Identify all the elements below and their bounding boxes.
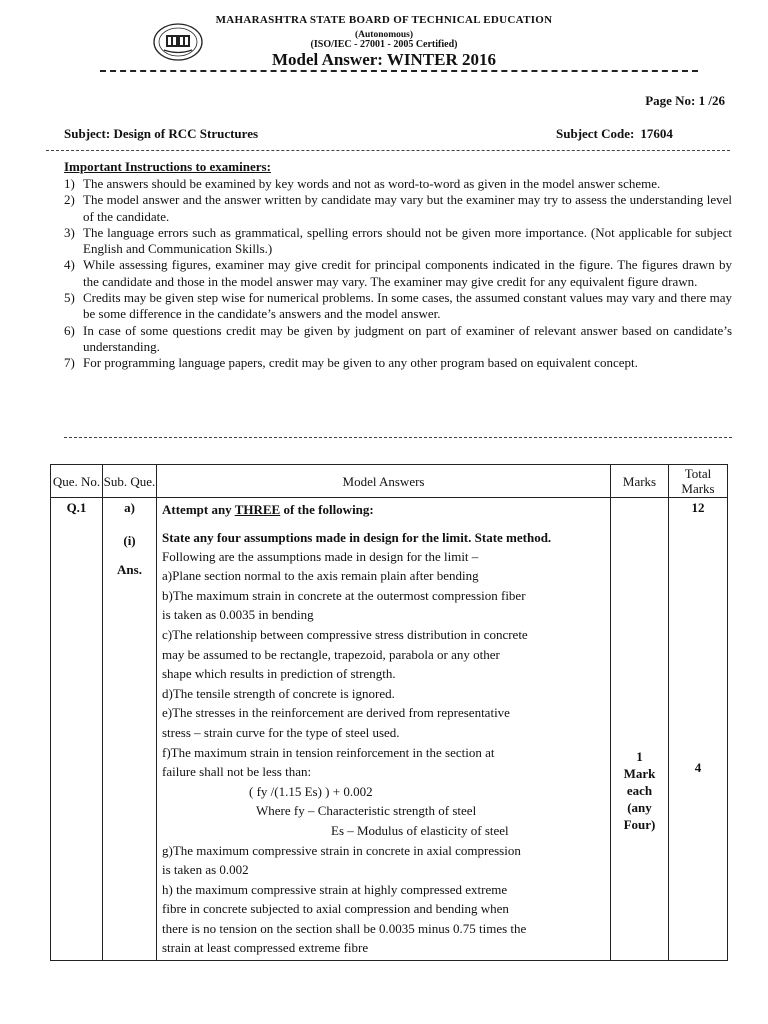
header-divider xyxy=(100,70,698,72)
subject-code xyxy=(556,126,673,142)
certification-label: (ISO/IEC - 27001 - 2005 Certified) xyxy=(310,39,458,50)
sub-question-i: (i) xyxy=(123,533,136,548)
answer-line: fibre in concrete subjected to axial compression and bending when xyxy=(162,901,509,917)
marks-cell xyxy=(611,498,669,961)
marks-value: each xyxy=(626,783,653,798)
instruction-text: The language errors such as grammatical, spelling errors should not be given more importance. (Not applicable for subject English and Communication Skills.) xyxy=(83,224,732,257)
subject-divider xyxy=(46,150,730,151)
marks-value: Four) xyxy=(623,817,656,832)
answer-line: there is no tension on the section shall be 0.0035 minus 0.75 times the xyxy=(162,920,527,936)
strain-formula: ( fy /(1.15 Es) ) + 0.002 xyxy=(249,783,373,799)
table-header-row xyxy=(51,465,728,498)
answer-line: h) the maximum compressive strain at highly compressed extreme xyxy=(162,881,508,897)
answer-line: failure shall not be less than: xyxy=(162,764,312,780)
instruction-number: 1) xyxy=(64,176,75,191)
instruction-text: In case of some questions credit may be given by judgment on part of examiner of relevant answer based on candidate’s understanding. xyxy=(83,322,732,354)
answer-line: stress – strain curve for the type of steel used. xyxy=(162,724,400,740)
question-number: Q.1 xyxy=(51,498,103,961)
instruction-item xyxy=(64,225,732,258)
autonomous-label: (Autonomous) xyxy=(354,30,414,40)
instruction-item xyxy=(64,355,732,371)
answer-line: c)The relationship between compressive stress distribution in concrete xyxy=(162,626,528,642)
answer-intro: Following are the assumptions made in design for the limit – xyxy=(162,548,479,564)
instruction-text: Credits may be given step wise for numerical problems. In some cases, the assumed constant values may vary and there may be some difference in the candidate’s answers and the model answer. xyxy=(83,290,732,322)
instruction-text: The answers should be examined by key words and not as word-to-word as given in the model answer scheme. xyxy=(83,176,661,191)
instruction-item xyxy=(64,290,732,323)
col-header-que-no: Que. No. xyxy=(51,465,103,498)
answer-line: strain at least compressed extreme fibre xyxy=(162,940,369,956)
question-text: State any four assumptions made in design for the limit. State method. xyxy=(162,529,552,545)
instructions-heading: Important Instructions to examiners: xyxy=(64,159,271,174)
board-name: MAHARASHTRA STATE BOARD OF TECHNICAL EDUCATION xyxy=(215,14,553,26)
instructions-list xyxy=(64,176,732,372)
answer-line: d)The tensile strength of concrete is ignored. xyxy=(162,685,395,701)
instructions-divider xyxy=(64,437,732,438)
instruction-item xyxy=(64,257,732,290)
instruction-text: The model answer and the answer written by candidate may vary but the examiner may try to assess the understanding level of the candidate. xyxy=(83,192,732,224)
model-answer-cell xyxy=(157,498,611,961)
col-header-total-marks: Total Marks xyxy=(669,465,728,498)
sub-question-a: a) xyxy=(124,500,135,515)
subject-code-label: Subject Code: xyxy=(556,126,635,141)
attempt-count: THREE xyxy=(234,502,281,517)
answer-line: a)Plane section normal to the axis remain plain after bending xyxy=(162,568,479,584)
instruction-text: For programming language papers, credit may be given to any other program based on equivalent concept. xyxy=(83,355,638,371)
answer-line: b)The maximum strain in concrete at the outermost compression fiber xyxy=(162,587,526,603)
attempt-text: of the following: xyxy=(280,502,374,517)
instruction-text: While assessing figures, examiner may give credit for principal components indicated in the figure. The figures drawn by the candidate and those in the model answer may vary. The examiner may give credit for any equivalent figure drawn. xyxy=(83,257,732,289)
subject-label: Subject: Design of RCC Structures xyxy=(64,126,259,141)
col-header-marks: Marks xyxy=(611,465,669,498)
marks-value: 1 xyxy=(636,749,643,764)
answer-line: f)The maximum strain in tension reinforcement in the section at xyxy=(162,744,495,760)
col-header-sub-que: Sub. Que. xyxy=(103,465,157,498)
table-row xyxy=(51,498,728,961)
total-marks-a: 12 xyxy=(691,500,705,515)
attempt-instruction xyxy=(157,500,610,520)
answer-line: is taken as 0.002 xyxy=(162,862,249,878)
col-header-model-answers: Model Answers xyxy=(157,465,611,498)
instruction-number: 7) xyxy=(64,355,75,371)
sub-question-cell xyxy=(103,498,157,961)
formula-where-es: Es – Modulus of elasticity of steel xyxy=(331,822,509,838)
subject-code-value: 17604 xyxy=(640,126,673,141)
instruction-item xyxy=(64,192,732,225)
marks-value: Mark xyxy=(623,766,656,781)
answer-line: may be assumed to be rectangle, trapezoid, parabola or any other xyxy=(162,646,500,662)
instruction-number: 3) xyxy=(64,224,75,240)
model-answer-table xyxy=(50,464,728,961)
answer-line: shape which results in prediction of strength. xyxy=(162,666,396,682)
ans-label: Ans. xyxy=(117,562,142,577)
formula-where-fy: Where fy – Characteristic strength of steel xyxy=(256,803,477,819)
page-title: Model Answer: WINTER 2016 xyxy=(272,50,496,69)
answer-line: g)The maximum compressive strain in concrete in axial compression xyxy=(162,842,521,858)
answer-line: e)The stresses in the reinforcement are derived from representative xyxy=(162,705,510,721)
instruction-item xyxy=(64,323,732,356)
answer-line: is taken as 0.0035 in bending xyxy=(162,607,314,623)
instruction-number: 4) xyxy=(64,257,75,273)
total-marks-cell xyxy=(669,498,728,961)
instruction-number: 5) xyxy=(64,290,75,306)
instruction-number: 6) xyxy=(64,322,75,338)
attempt-text: Attempt any xyxy=(162,502,235,517)
instruction-item xyxy=(64,176,732,192)
total-marks-i: 4 xyxy=(694,760,702,775)
marks-value: (any xyxy=(627,800,652,815)
page-number: Page No: 1 /26 xyxy=(645,93,725,108)
instruction-number: 2) xyxy=(64,192,75,208)
